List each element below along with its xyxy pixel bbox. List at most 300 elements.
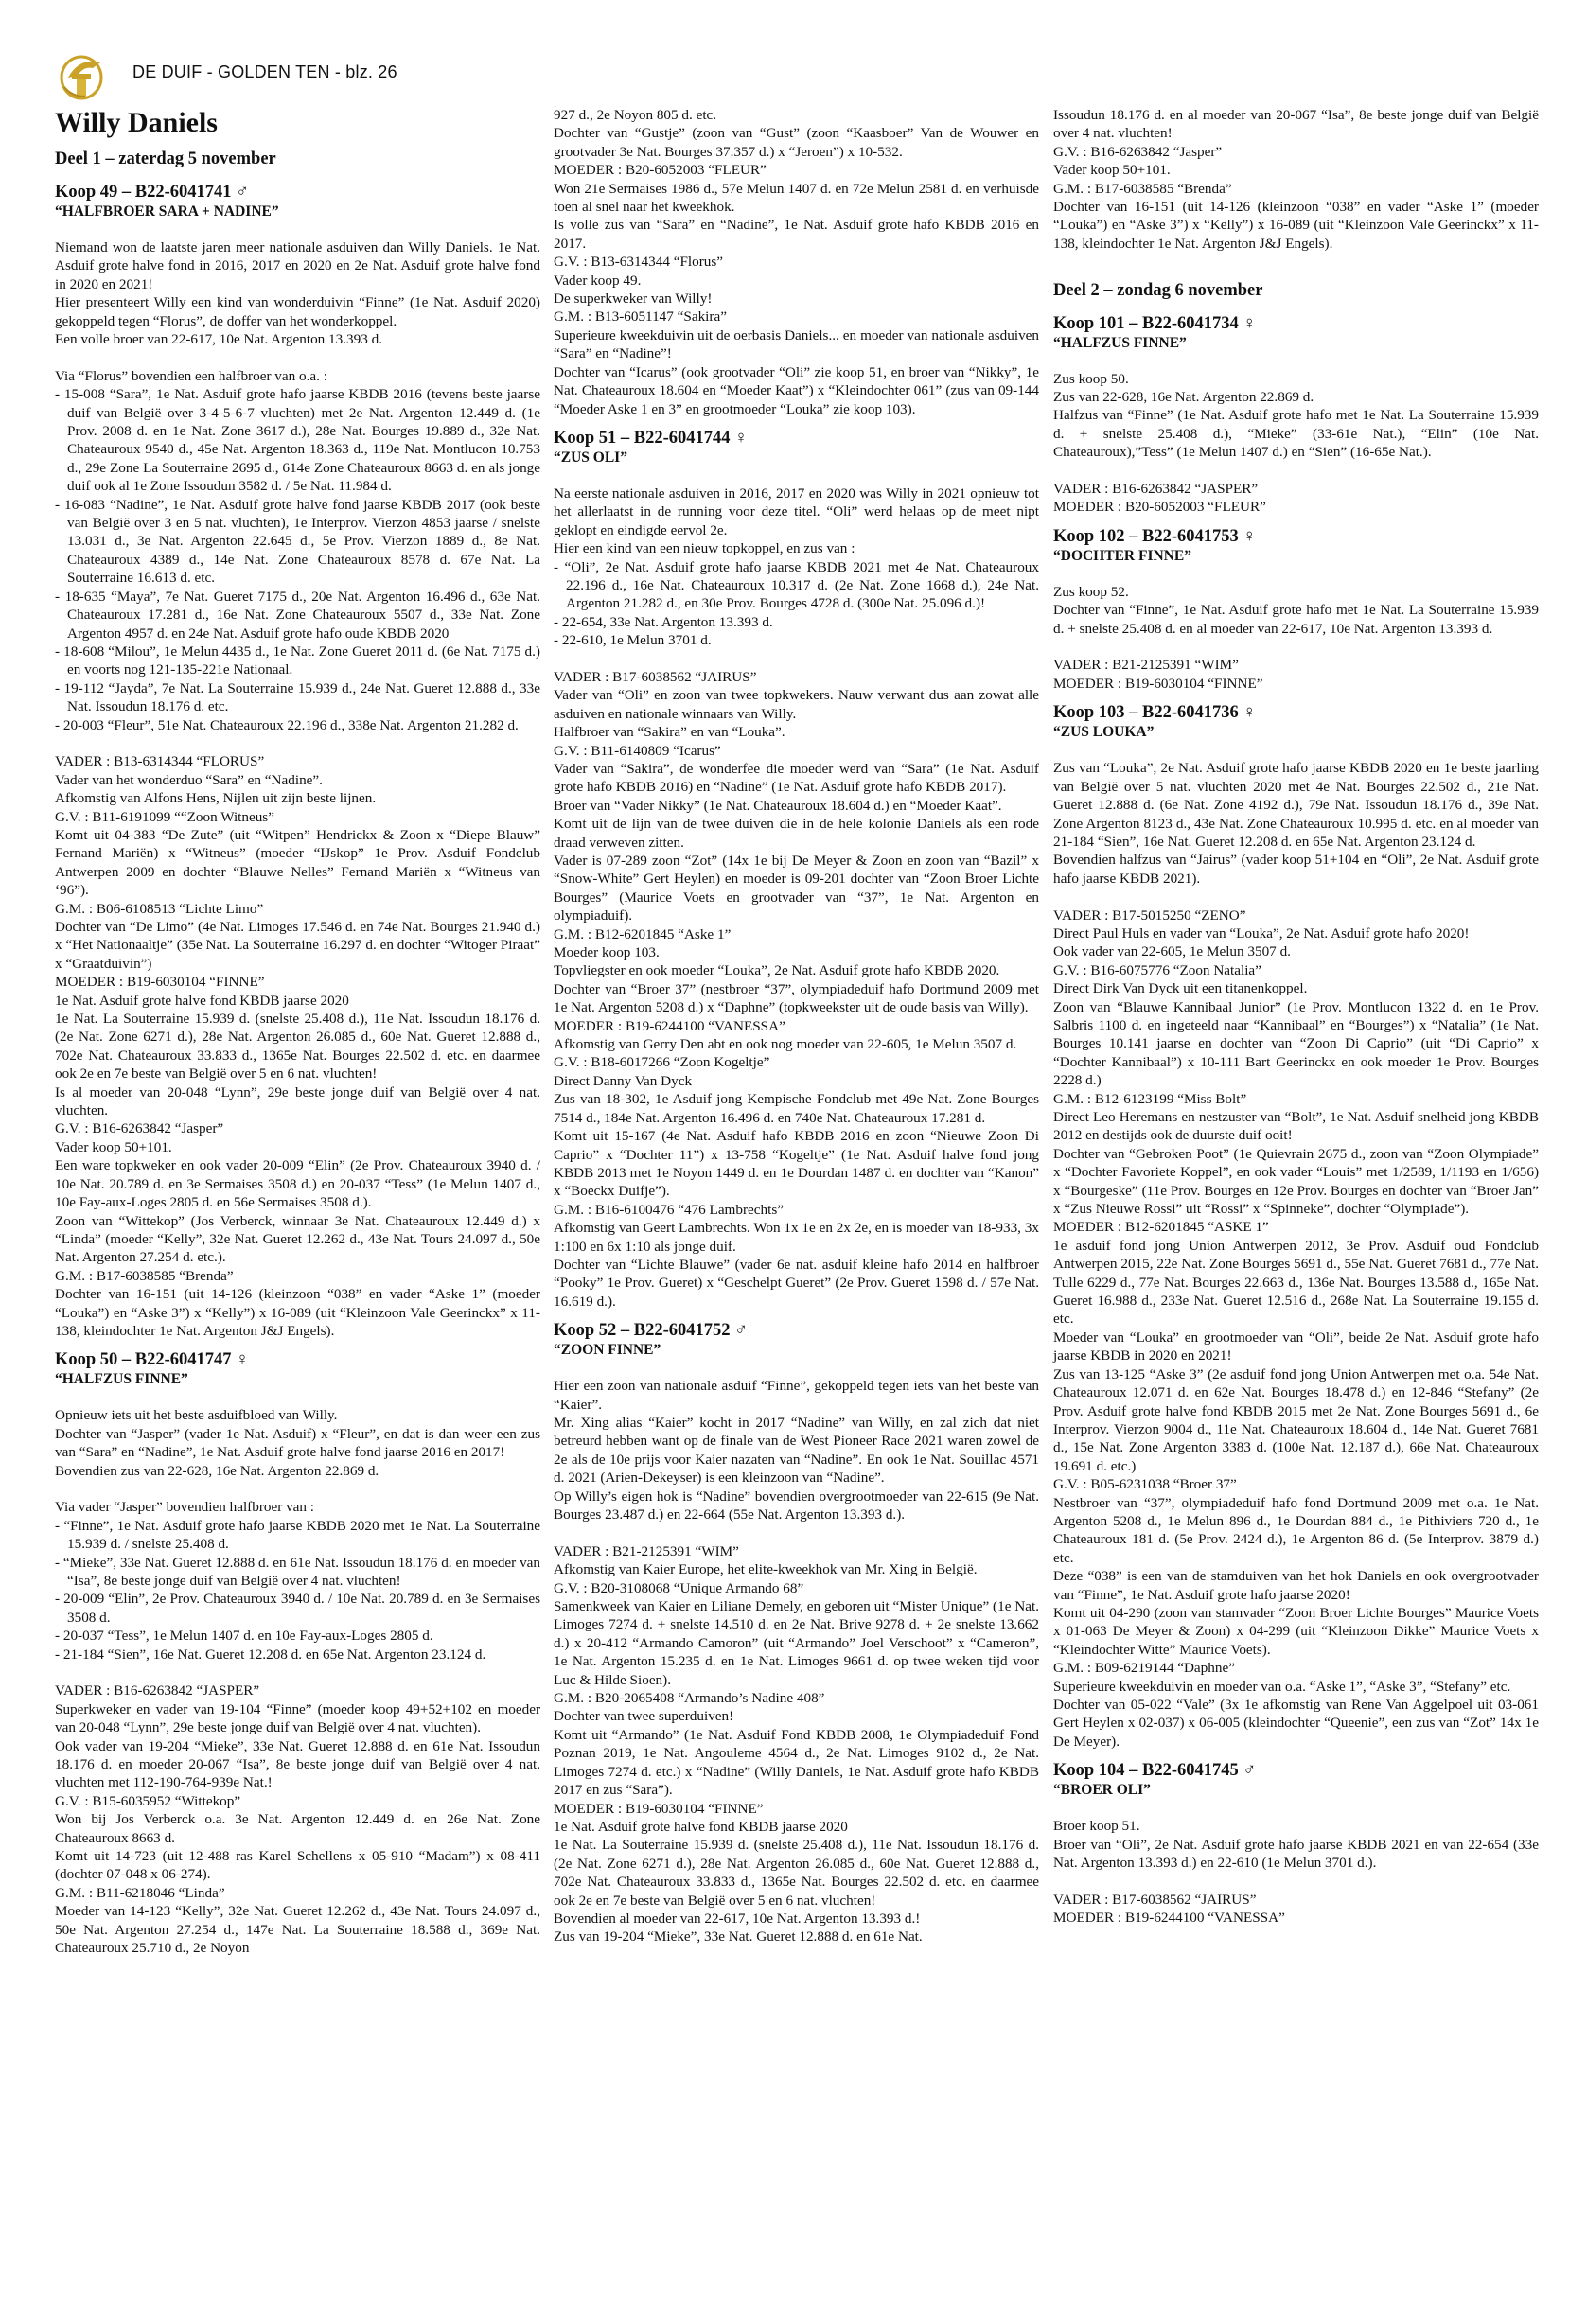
text: 1e Nat. Asduif grote halve fond KBDB jaarse 2020	[55, 992, 349, 1009]
text: VADER : B17-5015250 “ZENO”	[1053, 907, 1246, 924]
paragraph	[55, 330, 540, 348]
pedigree-label	[554, 1800, 1039, 1818]
text: Deel 1 – zaterdag 5 november	[55, 150, 276, 168]
text: G.V. :	[55, 1792, 89, 1809]
text: G.V. :	[554, 1579, 588, 1596]
list-item	[55, 679, 540, 716]
text: - 22-654, 33e Nat. Argenton 13.393 d.	[554, 613, 773, 630]
text: Zus van 18-302, 1e Asduif jong Kempische Fondclub met 49e Nat. Zone Bourges 7514 d., 184e Nat. Argenton 16.496 d. en 740e Nat. Chateauroux 17.281 d.	[554, 1091, 1039, 1126]
paragraph	[554, 1910, 1039, 1928]
paragraph	[55, 293, 540, 330]
text-value: B11-6218046 “Linda”	[93, 1884, 225, 1901]
pedigree-label	[554, 1053, 1039, 1071]
paragraph	[554, 760, 1039, 797]
text: Won 21e Sermaises 1986 d., 57e Melun 1407 d. en 72e Melun 2581 d. en verhuisde toen al snel naar het kweekhok.	[554, 180, 1039, 216]
column-2	[554, 106, 1039, 1946]
paragraph	[1053, 1696, 1539, 1751]
text: Koop 103 – B22-6041736 ♀	[1053, 703, 1257, 723]
text: Vader is 07-289 zoon “Zot” (14x 1e bij De Meyer & Zoon en zoon van “Bazil” x “Snow-White” Gert Heylen) en moeder is 09-201 dochter van “Zoon Broer Lichte Bourges” (Maurice Voets en grootvader van “37”, 1e Nat. Argenton en olympiaduif).	[554, 853, 1039, 924]
lot-name	[55, 1370, 540, 1389]
text-value: B16-6100476 “476 Lambrechts”	[591, 1201, 784, 1218]
text: G.M. :	[55, 1267, 94, 1284]
pedigree-label	[1053, 1909, 1539, 1927]
lot-heading	[554, 428, 1039, 449]
pedigree-label	[554, 668, 1039, 686]
golden-ten-logo-icon	[59, 49, 106, 102]
text: Dochter van “Icarus” (ook grootvader “Oli” zie koop 51, en broer van “Nikky”, 1e Nat. Chateauroux 18.604 en “Moeder Kaat”) x “Kleindochter 061” (zus van 09-144 “Moeder Aske 1 en 3” en grootmoeder “Louka” zie koop 103).	[554, 363, 1039, 417]
text: Dochter van “Gebroken Poot” (1e Quievrain 2675 d., zoon van “Zoon Olympiade” x “Dochter Favoriete Koppel”, en ook vader “Louis” met 1/2589, 1/1193 en 1/656) x “Bourgeske” (11e Prov. Bourges en 12e Prov. Bourges en dochter van “Broer Jan” x “Zus Nieuwe Rossi” uit “Rossi” x “Spinneke”, dochter “Olympiade”).	[1053, 1145, 1539, 1218]
text: Afkomstig van Alfons Hens, Nijlen uit zijn beste lijnen.	[55, 790, 377, 807]
text: G.V. :	[55, 808, 89, 825]
paragraph	[55, 1083, 540, 1120]
text: “DOCHTER FINNE”	[1053, 547, 1191, 564]
text: G.V. :	[1053, 143, 1087, 160]
column-3	[1053, 106, 1539, 1928]
text: G.M. :	[554, 308, 592, 326]
paragraph	[55, 1810, 540, 1847]
paragraph	[554, 290, 1039, 308]
text: Komt uit 04-383 “De Zute” (uit “Witpen” Hendrickx & Zoon x “Diepe Blauw” Fernand Mariën) x “Witneus” (moeder “IJskop” 1e Prov. Asduif Fondclub Antwerpen 2009 en dochter “Blauwe Nelles” Fernand Mariën x “Witneus van ‘96”).	[55, 826, 540, 899]
text: Vader koop 50+101.	[1053, 162, 1171, 179]
paragraph	[554, 1219, 1039, 1256]
text: Moeder van 14-123 “Kelly”, 32e Nat. Gueret 12.262 d., 43e Nat. Tours 24.097 d., 50e Nat. Argenton 27.254 d., 147e Nat. La Souterraine 18.588 d., 369e Nat. Chateauroux 25.710 d., 2e Noyon	[55, 1903, 540, 1957]
text: - 18-635 “Maya”, 7e Nat. Gueret 7175 d., 20e Nat. Argenton 16.496 d., 63e Nat. Chateauroux 17.281 d., 16e Nat. Zone Chateauroux 5507 d., 33e Nat. Zone Argenton 4957 d. en 24e Nat. Asduif grote hafo oude KBDB 2020	[55, 588, 540, 642]
pedigree-label	[1053, 675, 1539, 693]
list-item	[554, 613, 1039, 631]
text: G.V. :	[1053, 961, 1087, 978]
text: Opnieuw iets uit het beste asduifbloed van Willy.	[55, 1407, 338, 1424]
text: VADER : B21-2125391 “WIM”	[1053, 657, 1239, 674]
spacer	[1053, 462, 1539, 480]
pedigree-label	[1053, 498, 1539, 516]
text: Koop 51 – B22-6041744 ♀	[554, 428, 749, 448]
spacer	[554, 650, 1039, 668]
text: MOEDER : B19-6244100 “VANESSA”	[1053, 1910, 1285, 1927]
lot-name	[554, 1341, 1039, 1360]
text-value: B17-6038585 “Brenda”	[93, 1267, 234, 1284]
spacer	[55, 1480, 540, 1498]
text: VADER : B21-2125391 “WIM”	[554, 1542, 739, 1559]
text: G.M. :	[55, 1884, 94, 1901]
lot-heading	[554, 1320, 1039, 1341]
text: Zus van “Louka”, 2e Nat. Asduif grote hafo jaarse KBDB 2020 en 1e beste jaarling van België over 5 nat. vluchten 2020 met 4e Nat. Bourges 22.502 d., 21e Nat. Gueret 12.888 d. (6e Nat. Zone 4192 d.), 79e Nat. Issoudun 18.176 d., 39e Nat. Zone Argenton 8123 d., 43e Nat. Zone Chateauroux 10.995 d. etc. en al moeder van 21-184 “Sien”, 16e Nat. Gueret 12.208 d. en 65e Nat. Argenton 23.124 d.	[1053, 760, 1539, 850]
paragraph	[554, 1726, 1039, 1800]
text: “ZOON FINNE”	[554, 1342, 661, 1359]
pedigree-label	[1053, 583, 1539, 601]
text-value: B20-2065408 “Armando’s Nadine 408”	[591, 1690, 825, 1707]
paragraph	[1053, 1567, 1539, 1604]
text-value: B11-6140809 “Icarus”	[587, 742, 721, 759]
text: “BROER OLI”	[1053, 1782, 1151, 1799]
paragraph	[554, 1707, 1039, 1725]
text-value: B18-6017266 “Zoon Kogeltje”	[587, 1054, 770, 1071]
text: Dochter van “Broer 37” (nestbroer “37”, olympiadeduif hafo Dortmund 2009 met 1e Nat. Argenton 5208 d.) x “Daphne” (topkweekster uit de oude basis van Willy).	[554, 980, 1039, 1016]
text: Ook vader van 22-605, 1e Melun 3507 d.	[1053, 943, 1291, 960]
text: Een volle broer van 22-617, 10e Nat. Argenton 13.393 d.	[55, 331, 383, 348]
lot-heading	[1053, 1760, 1539, 1781]
text: “HALFZUS FINNE”	[1053, 334, 1187, 351]
text-value: B20-3108068 “Unique Armando 68”	[587, 1579, 804, 1596]
lot-name	[55, 202, 540, 221]
text: G.V. :	[554, 254, 588, 271]
text: “ZUS OLI”	[554, 449, 627, 466]
paragraph	[55, 1406, 540, 1424]
pedigree-label	[55, 752, 540, 770]
pedigree-label	[1053, 1475, 1539, 1493]
text: G.M. :	[554, 925, 592, 942]
paragraph	[55, 1462, 540, 1480]
page-header-text: DE DUIF - GOLDEN TEN - blz. 26	[132, 62, 397, 81]
text: Superkweker en vader van 19-104 “Finne” (moeder koop 49+52+102 en moeder van 20-048 “Lynn”, 29e beste jonge duif van België over 4 nat. vluchten).	[55, 1700, 540, 1736]
text: Vader koop 49.	[554, 272, 642, 289]
text: Samenkweek van Kaier en Liliane Demely, en geboren uit “Mister Unique” (1e Nat. Limoges 7274 d. + snelste 14.510 d. en 2e Nat. Brive 9278 d. + 2e snelste 13.662 d.) x 20-412 “Armando Camoron” (uit “Armando” Joel Verschoot” x “Cameron”, 1e Nat. Argenton 15.235 d. en 1e Nat. Limoges 9661 d. op twee weken tijd voor Luc & Hilde Sioen).	[554, 1598, 1039, 1688]
lot-heading	[1053, 702, 1539, 723]
text: Topvliegster en ook moeder “Louka”, 2e Nat. Asduif grote hafo KBDB 2020.	[554, 962, 1000, 979]
text: “HALFZUS FINNE”	[55, 1371, 188, 1388]
paragraph	[554, 797, 1039, 815]
paragraph	[554, 1127, 1039, 1201]
lot-name	[1053, 334, 1539, 353]
text: Dochter van 16-151 (uit 14-126 (kleinzoon “038” en vader “Aske 1” (moeder “Louka”) en “Aske 3”) x “Kelly”) x 16-089 (uit “Kleinzoon Vale Geerinckx” x 11-138, kleindochter 1e Nat. Argenton J&J Engels).	[55, 1286, 540, 1339]
text: Zus van 13-125 “Aske 3” (2e asduif fond jong Union Antwerpen met o.a. 54e Nat. Chateauroux 12.071 d. en 62e Nat. Bourges 18.478 d.) en 12-846 “Stefany” (2e Prov. Asduif grote halve fond KBDB 2015 met 2e Nat. Zone Bourges 5691 d., 6e Interprov. Vierzon 9004 d., 11e Nat. Chateauroux 18.604 d., 14e Nat. Gueret 7681 d., 15e Nat. Zone Argenton 3383 d. (100e Nat. 12.187 d.), 66e Nat. Chateauroux 19.691 d. etc.)	[1053, 1365, 1539, 1474]
text: Hier een kind van een nieuw topkoppel, en zus van :	[554, 540, 855, 557]
text: Koop 49 – B22-6041741 ♂	[55, 183, 250, 202]
text: Direct Danny Van Dyck	[554, 1072, 693, 1089]
paragraph	[1053, 1494, 1539, 1568]
text: Broer van “Oli”, 2e Nat. Asduif grote hafo jaarse KBDB 2021 en van 22-654 (33e Nat. Argenton 13.393 d.) en 22-610 (1e Melun 3701 d.).	[1053, 1836, 1539, 1872]
text: - 16-083 “Nadine”, 1e Nat. Asduif grote halve fond jaarse KBDB 2017 (ook beste van België over 3 en 5 nat. vluchten), 1e Interprov. Vierzon 4853 jaarse / snelste 13.031 d., 3e Nat. Argenton 22.645 d., 5e Prov. Vierzon 1889 d., 8e Nat. Chateauroux 4389 d., 14e Nat. Zone Chateauroux 8578 d. 67e Nat. La Souterraine 16.613 d. etc.	[55, 496, 540, 587]
text: Op Willy’s eigen hok is “Nadine” bovendien overgrootmoeder van 22-615 (9e Nat. Bourges 23.487 d.) en 22-664 (55e Nat. Argenton 13.393 d.).	[554, 1488, 1039, 1523]
list-item	[55, 385, 540, 495]
paragraph	[55, 1212, 540, 1267]
list-item	[554, 558, 1039, 613]
text: G.M. :	[1053, 1660, 1092, 1677]
text: De superkweker van Willy!	[554, 290, 713, 308]
list-item	[55, 1646, 540, 1664]
list-item	[55, 1554, 540, 1591]
pedigree-label	[554, 1201, 1039, 1219]
paragraph	[554, 943, 1039, 961]
text: Hier een zoon van nationale asduif “Finne”, gekoppeld tegen iets van het beste van “Kaier”.	[554, 1378, 1039, 1413]
spacer	[1053, 888, 1539, 906]
paragraph	[554, 1414, 1039, 1488]
text: Dochter van “De Limo” (4e Nat. Limoges 17.546 d. en 74e Nat. Bourges 21.940 d.) x “Het Nationaaltje” (35e Nat. La Souterraine 16.297 d. en dochter “Witoger Piraat” x “Graatduivin”)	[55, 919, 540, 972]
pedigree-label	[1053, 961, 1539, 979]
paragraph	[1053, 406, 1539, 461]
text: Halfbroer van “Sakira” en van “Louka”.	[554, 724, 785, 741]
paragraph	[1053, 924, 1539, 942]
paragraph	[554, 326, 1039, 363]
page-header	[59, 49, 626, 102]
list-item	[55, 588, 540, 643]
text: Koop 102 – B22-6041753 ♀	[1053, 526, 1257, 546]
pedigree-label	[55, 900, 540, 918]
text: Komt uit 04-290 (zoon van stamvader “Zoon Broer Lichte Bourges” Maurice Voets x 01-063 De Meyer & Zoon) x 04-299 (uit “Kleinzoon Dikke” Maurice Voets x “Kleindochter Witte” Maurice Voets).	[1053, 1604, 1539, 1658]
paragraph	[1053, 1145, 1539, 1219]
text: G.V. :	[554, 742, 588, 759]
paragraph	[1053, 1836, 1539, 1873]
text: Dochter van 16-151 (uit 14-126 (kleinzoon “038” en vader “Aske 1” (moeder “Louka”) en “Aske 3”) x “Kelly”) x 16-089 (uit “Kleinzoon Vale Geerinckx” x 11-138, kleindochter 1e Nat. Argenton J&J Engels).	[1053, 199, 1539, 252]
paragraph	[554, 1836, 1039, 1910]
pedigree-label	[1053, 143, 1539, 161]
paragraph	[1053, 759, 1539, 851]
paragraph	[55, 1847, 540, 1884]
text-value: B09-6219144 “Daphne”	[1091, 1660, 1235, 1677]
text: Zus van 22-628, 16e Nat. Argenton 22.869 d.	[1053, 389, 1314, 406]
paragraph	[1053, 388, 1539, 406]
text: Vader van het wonderduo “Sara” en “Nadine”.	[55, 771, 323, 788]
paragraph	[554, 124, 1039, 161]
page-title	[55, 106, 540, 140]
paragraph	[554, 484, 1039, 539]
text: Bovendien zus van 22-628, 16e Nat. Argenton 22.869 d.	[55, 1462, 379, 1479]
text: Vader van “Oli” en zoon van twee topkwekers. Nauw verwant dus aan zowat alle asduiven en nationale winnaars van Willy.	[554, 687, 1039, 722]
text: Halfzus van “Finne” (1e Nat. Asduif grote hafo met 1e Nat. La Souterraine 15.939 d. + snelste 25.408 d.), “Mieke” (33-61e Nat.), “Elin” (10e Nat. Chateauroux),”Tess” (1e Melun 1407 d.) en “Sien” (16-65e Nat.).	[1053, 407, 1539, 461]
lot-heading	[1053, 313, 1539, 334]
text-value: B17-6038585 “Brenda”	[1091, 180, 1232, 197]
text-value: B13-6314344 “Florus”	[587, 254, 724, 271]
paragraph	[55, 1285, 540, 1340]
pedigree-label	[55, 808, 540, 826]
paragraph	[554, 1597, 1039, 1689]
text: 1e Nat. Asduif grote halve fond KBDB jaarse 2020	[554, 1818, 848, 1835]
text: G.M. :	[1053, 180, 1092, 197]
paragraph	[554, 106, 1039, 124]
pedigree-label	[55, 1681, 540, 1699]
paragraph	[55, 238, 540, 293]
list-item	[55, 1590, 540, 1627]
paragraph	[554, 1256, 1039, 1311]
paragraph	[554, 539, 1039, 557]
paragraph	[1053, 979, 1539, 997]
text: - 22-610, 1e Melun 3701 d.	[554, 632, 712, 649]
text: Een ware topkweker en ook vader 20-009 “Elin” (2e Prov. Chateauroux 3940 d. / 10e Nat. 20.789 d. en 3e Sermaises 3508 d.) en 20-037 “Tess” (1e Melun 1407 d., 10e Fay-aux-Loges 2805 d. en 56e Sermaises 3508 d.).	[55, 1157, 540, 1211]
text: Moeder koop 103.	[554, 944, 660, 961]
text: MOEDER : B19-6030104 “FINNE”	[554, 1800, 764, 1817]
text: VADER : B17-6038562 “JAIRUS”	[554, 668, 757, 685]
paragraph	[554, 180, 1039, 217]
pedigree-label	[554, 1579, 1039, 1597]
text-value: B16-6263842 “Jasper”	[1086, 143, 1223, 160]
text: Hier presenteert Willy een kind van wonderduivin “Finne” (1e Nat. Asduif 2020) gekoppeld tegen “Florus”, de doffer van het wonderkoppel.	[55, 294, 540, 329]
text: Koop 101 – B22-6041734 ♀	[1053, 313, 1257, 333]
text: Niemand won de laatste jaren meer nationale asduiven dan Willy Daniels. 1e Nat. Asduif grote halve fond in 2016, 2017 en 2020 en 2e Nat. Asduif grote halve fond in 2020 en 2021!	[55, 239, 540, 292]
text: MOEDER : B12-6201845 “ASKE 1”	[1053, 1219, 1269, 1236]
text-value: B16-6263842 “Jasper”	[88, 1120, 224, 1137]
paragraph	[55, 1138, 540, 1156]
paragraph	[55, 367, 540, 385]
text: Afkomstig van Kaier Europe, het elite-kweekhok van Mr. Xing in België.	[554, 1561, 978, 1578]
paragraph	[1053, 1237, 1539, 1329]
text: 1e Nat. La Souterraine 15.939 d. (snelste 25.408 d.), 11e Nat. Issoudun 18.176 d. (2e Nat. Zone 6271 d.), 28e Nat. Argenton 26.085 d., 60e Nat. Gueret 12.888 d., 702e Nat. Chateauroux 33.833 d., 1365e Nat. Bourges 22.502 d. etc. en daarmee ook 2e en 7e beste van België over 5 en 6 nat. vluchten!	[554, 1837, 1039, 1909]
text: MOEDER : B19-6030104 “FINNE”	[1053, 675, 1263, 692]
text: Moeder van “Louka” en grootmoeder van “Oli”, beide 2e Nat. Asduif grote hafo jaarse KBDB in 2020 en 2021!	[1053, 1329, 1539, 1364]
pedigree-label	[1053, 370, 1539, 388]
text: - 20-003 “Fleur”, 51e Nat. Chateauroux 22.196 d., 338e Nat. Argenton 21.282 d.	[55, 716, 519, 733]
paragraph	[55, 1010, 540, 1083]
text: Vader van “Sakira”, de wonderfee die moeder werd van “Sara” (1e Nat. Asduif grote hafo KBDB 2016) en “Nadine” (1e Nat. Asduif grote hafo KBDB 2017).	[554, 760, 1039, 796]
text: - 18-608 “Milou”, 1e Melun 4435 d., 1e Nat. Zone Gueret 2011 d. (6e Nat. 7175 d.) en voorts nog 121-135-221e Nationaal.	[55, 643, 540, 678]
text: MOEDER : B20-6052003 “FLEUR”	[554, 162, 767, 179]
paragraph	[1053, 1604, 1539, 1659]
text: VADER : B17-6038562 “JAIRUS”	[1053, 1891, 1257, 1908]
pedigree-label	[554, 925, 1039, 943]
text: Superieure kweekduivin en moeder van o.a. “Aske 1”, “Aske 3”, “Stefany” etc.	[1053, 1678, 1511, 1695]
text: Komt uit “Armando” (1e Nat. Asduif Fond KBDB 2008, 1e Olympiadeduif Fond Poznan 2019, 1e Nat. Angouleme 4564 d., 2e Nat. Limoges 9102 d., 2e Nat. Limoges 7274 d. etc.) x “Nadine” (Willy Daniels, 1e Nat. Asduif grote hafo KBDB 2017 en zus “Sara”).	[554, 1726, 1039, 1799]
paragraph	[1053, 106, 1539, 143]
text: Komt uit 15-167 (4e Nat. Asduif hafo KBDB 2016 en zoon “Nieuwe Zoon Di Caprio” x “Dochter 11”) x 13-758 “Kogeltje” (1e Nat. Asduif halve fond jong KBDB 2013 met 1e Noyon 1449 d. en 1e Dourdan 1487 d. en dochter van “Kanon” x “Boeckx Duifje”).	[554, 1128, 1039, 1200]
paragraph	[1053, 942, 1539, 960]
text: Nestbroer van “37”, olympiadeduif hafo fond Dortmund 2009 met o.a. 1e Nat. Argenton 5208 d., 1e Melun 896 d., 1e Dourdan 884 d., 1e Pithiviers 720 d., 1e Chateauroux 181 d. (5e Prov. 2424 d.), 1e Argenton 86 d. (5e Interprov. 3879 d.) etc.	[1053, 1494, 1539, 1566]
text-value: B15-6035952 “Wittekop”	[88, 1792, 241, 1809]
pedigree-label	[554, 161, 1039, 179]
text: MOEDER : B19-6030104 “FINNE”	[55, 974, 265, 991]
lot-name	[554, 449, 1039, 467]
list-item	[554, 631, 1039, 649]
paragraph	[55, 771, 540, 789]
spacer	[55, 734, 540, 752]
text: Dochter van 05-022 “Vale” (3x 1e afkomstig van Rene Van Aggelpoel uit 03-061 Gert Heylen x 02-037) x 06-005 (kleindochter “Queenie”, een zus van “Zot” 14x 1e De Meyer).	[1053, 1697, 1539, 1750]
text-value: B05-6231038 “Broer 37”	[1086, 1476, 1237, 1493]
text: Afkomstig van Geert Lambrechts. Won 1x 1e en 2x 2e, en is moeder van 18-933, 3x 1:100 en 6x 1:10 als jonge duif.	[554, 1220, 1039, 1255]
column-1	[55, 106, 540, 1958]
section-heading	[55, 148, 540, 170]
paragraph	[1053, 198, 1539, 253]
list-item	[55, 716, 540, 734]
paragraph	[55, 1902, 540, 1957]
paragraph	[55, 1498, 540, 1516]
text: Dochter van “Finne”, 1e Nat. Asduif grote hafo met 1e Nat. La Souterraine 15.939 d. + snelste 25.408 d. en al moeder van 22-617, 10e Nat. Argenton 13.393 d.	[1053, 602, 1539, 637]
text: VADER : B16-6263842 “JASPER”	[1053, 481, 1259, 498]
text: Komt uit de lijn van de twee duiven die in de hele kolonie Daniels als een rode draad verweven zitten.	[554, 816, 1039, 851]
text: Vader koop 50+101.	[55, 1138, 172, 1155]
pedigree-label	[554, 1689, 1039, 1707]
text-value: B16-6075776 “Zoon Natalia”	[1086, 961, 1261, 978]
text: Direct Paul Huls en vader van “Louka”, 2e Nat. Asduif grote hafo 2020!	[1053, 924, 1470, 942]
paragraph	[554, 272, 1039, 290]
text: - 20-009 “Elin”, 2e Prov. Chateauroux 3940 d. / 10e Nat. 20.789 d. en 3e Sermaises 3508 d.	[55, 1591, 540, 1626]
lot-heading	[1053, 526, 1539, 547]
list-item	[55, 1627, 540, 1645]
pedigree-label	[55, 1267, 540, 1285]
spacer	[1053, 1872, 1539, 1890]
pedigree-label	[554, 742, 1039, 760]
paragraph	[55, 918, 540, 973]
text: Superieure kweekduivin uit de oerbasis Daniels... en moeder van nationale asduiven “Sara” en “Nadine”!	[554, 326, 1039, 362]
spacer	[1053, 638, 1539, 656]
pedigree-label	[1053, 1090, 1539, 1108]
text: Deze “038” is een van de stamduiven van het hok Daniels en ook overgrootvader van “Finne”, 1e Nat. Asduif grote hafo jaarse 2020!	[1053, 1568, 1539, 1603]
text: Bovendien al moeder van 22-617, 10e Nat. Argenton 13.393 d.!	[554, 1910, 921, 1927]
list-item	[55, 496, 540, 588]
paragraph	[55, 992, 540, 1010]
paragraph	[1053, 601, 1539, 638]
text: MOEDER : B20-6052003 “FLEUR”	[1053, 499, 1266, 516]
paragraph	[554, 961, 1039, 979]
text: Deel 2 – zondag 6 november	[1053, 280, 1263, 300]
text: MOEDER : B19-6244100 “VANESSA”	[554, 1017, 785, 1034]
text-value: B13-6051147 “Sakira”	[591, 308, 727, 326]
text: Via “Florus” bovendien een halfbroer van o.a. :	[55, 367, 327, 384]
pedigree-label	[55, 1792, 540, 1810]
text: G.V. :	[55, 1120, 89, 1137]
pedigree-label	[554, 1017, 1039, 1035]
text: G.M. :	[554, 1201, 592, 1218]
text: - “Mieke”, 33e Nat. Gueret 12.888 d. en 61e Nat. Issoudun 18.176 d. en moeder van “Isa”, 8e beste jonge duif van België over 4 nat. vluchten!	[55, 1554, 540, 1589]
spacer	[554, 1523, 1039, 1541]
paragraph	[554, 723, 1039, 741]
paragraph	[55, 1700, 540, 1737]
text: Mr. Xing alias “Kaier” kocht in 2017 “Nadine” van Willy, en zal zich dat niet betreurd hebben want op de finale van de West Pioneer Race 2021 waren zowel de 2e als de 10e prijs voor Kaier nazaten van “Nadine”. En ook 1e Nat. Souillac 4571 d. 2021 (Arien-Dekeyser) is een kleinzoon van “Nadine”.	[554, 1414, 1039, 1487]
paragraph	[554, 1072, 1039, 1090]
lot-name	[1053, 723, 1539, 742]
paragraph	[554, 815, 1039, 852]
text-value: B12-6201845 “Aske 1”	[591, 925, 732, 942]
pedigree-label	[554, 1542, 1039, 1560]
text: G.M. :	[55, 900, 94, 917]
paragraph	[1053, 998, 1539, 1090]
text: VADER : B16-6263842 “JASPER”	[55, 1682, 260, 1699]
text: Koop 104 – B22-6041745 ♂	[1053, 1761, 1257, 1781]
text: 1e Nat. La Souterraine 15.939 d. (snelste 25.408 d.), 11e Nat. Issoudun 18.176 d. (2e Nat. Zone 6271 d.), 28e Nat. Argenton 26.085 d., 60e Nat. Gueret 12.888 d., 702e Nat. Chateauroux 33.833 d., 1365e Nat. Bourges 22.502 d. etc. en daarmee ook 2e en 7e beste van België over 5 en 6 nat. vluchten!	[55, 1011, 540, 1083]
pedigree-label	[55, 1119, 540, 1137]
paragraph	[1053, 1329, 1539, 1365]
text: Zus koop 52.	[1053, 583, 1129, 600]
text: “HALFBROER SARA + NADINE”	[55, 203, 279, 220]
spacer	[1053, 253, 1539, 271]
text-value: B11-6191099 ““Zoon Witneus”	[88, 808, 274, 825]
text: Dochter van “Gustje” (zoon van “Gust” (zoon “Kaasboer” Van de Wouwer en grootvader 3e Nat. Bourges 37.357 d.) x “Jeroen”) x 10-532.	[554, 125, 1039, 160]
paragraph	[1053, 1678, 1539, 1696]
pedigree-label	[1053, 656, 1539, 674]
text: 927 d., 2e Noyon 805 d. etc.	[554, 107, 717, 123]
text: Direct Leo Heremans en nestzuster van “Bolt”, 1e Nat. Asduif snelheid jong KBDB 2012 en destijds ook de duurste duif ooit!	[1053, 1109, 1539, 1144]
text: Zus van 19-204 “Mieke”, 33e Nat. Gueret 12.888 d. en 61e Nat.	[554, 1928, 923, 1945]
text: Komt uit 14-723 (uit 12-488 ras Karel Schellens x 05-910 “Madam”) x 08-411 (dochter 07-048 x 06-274).	[55, 1848, 540, 1883]
lot-heading	[55, 1349, 540, 1370]
paragraph	[554, 1090, 1039, 1127]
paragraph	[554, 1377, 1039, 1414]
pedigree-label	[55, 973, 540, 991]
text: - “Oli”, 2e Nat. Asduif grote hafo jaarse KBDB 2021 met 4e Nat. Chateauroux 22.196 d., 16e Nat. Chateauroux 10.317 d. (2e Nat. Zone 1668 d.), 24e Nat. Argenton 21.282 d., en 30e Prov. Bourges 4728 d. (300e Nat. 25.096 d.)!	[554, 558, 1039, 612]
text-value: B06-6108513 “Lichte Limo”	[93, 900, 264, 917]
spacer	[55, 1664, 540, 1681]
lot-name	[1053, 547, 1539, 566]
paragraph	[554, 216, 1039, 253]
text: Na eerste nationale asduiven in 2016, 2017 en 2020 was Willy in 2021 opnieuw tot het allerlaatst in de running voor deze titel. “Oli” werd helaas op de meet nipt geklopt en eindigde eervol 2e.	[554, 484, 1039, 538]
text: Is al moeder van 20-048 “Lynn”, 29e beste jonge duif van België over 4 nat. vluchten.	[55, 1083, 540, 1119]
pedigree-label	[1053, 1218, 1539, 1236]
paragraph	[554, 363, 1039, 418]
paragraph	[55, 1425, 540, 1462]
text: Won bij Jos Verberck o.a. 3e Nat. Argenton 12.449 d. en 26e Nat. Zone Chateauroux 8663 d.	[55, 1811, 540, 1846]
text: Dochter van “Jasper” (vader 1e Nat. Asduif) x “Fleur”, en dat is dan weer een zus van “Sara” en “Nadine”, 1e Nat. Asduif grote halve fond jaarse 2016 en 2017!	[55, 1425, 540, 1461]
paragraph	[1053, 851, 1539, 888]
paragraph	[554, 980, 1039, 1017]
text: G.V. :	[1053, 1476, 1087, 1493]
paragraph	[55, 789, 540, 807]
paragraph	[1053, 1365, 1539, 1475]
spacer	[55, 348, 540, 366]
pedigree-label	[1053, 1817, 1539, 1835]
text: Dochter van “Lichte Blauwe” (vader 6e nat. asduif kleine hafo 2014 en halfbroer “Pooky” 1e Prov. Gueret) x “Geschelpt Gueret” (2e Prov. Gueret 1598 d. / 57e Nat. 16.619 d.).	[554, 1256, 1039, 1310]
paragraph	[55, 826, 540, 900]
paragraph	[55, 1156, 540, 1211]
paragraph	[554, 1928, 1039, 1945]
text: Broer van “Vader Nikky” (1e Nat. Chateauroux 18.604 d.) en “Moeder Kaat”.	[554, 797, 1002, 814]
text: - 19-112 “Jayda”, 7e Nat. La Souterraine 15.939 d., 24e Nat. Gueret 12.888 d., 33e Nat. Issoudun 18.176 d. etc.	[55, 679, 540, 715]
text: Willy Daniels	[55, 107, 218, 138]
